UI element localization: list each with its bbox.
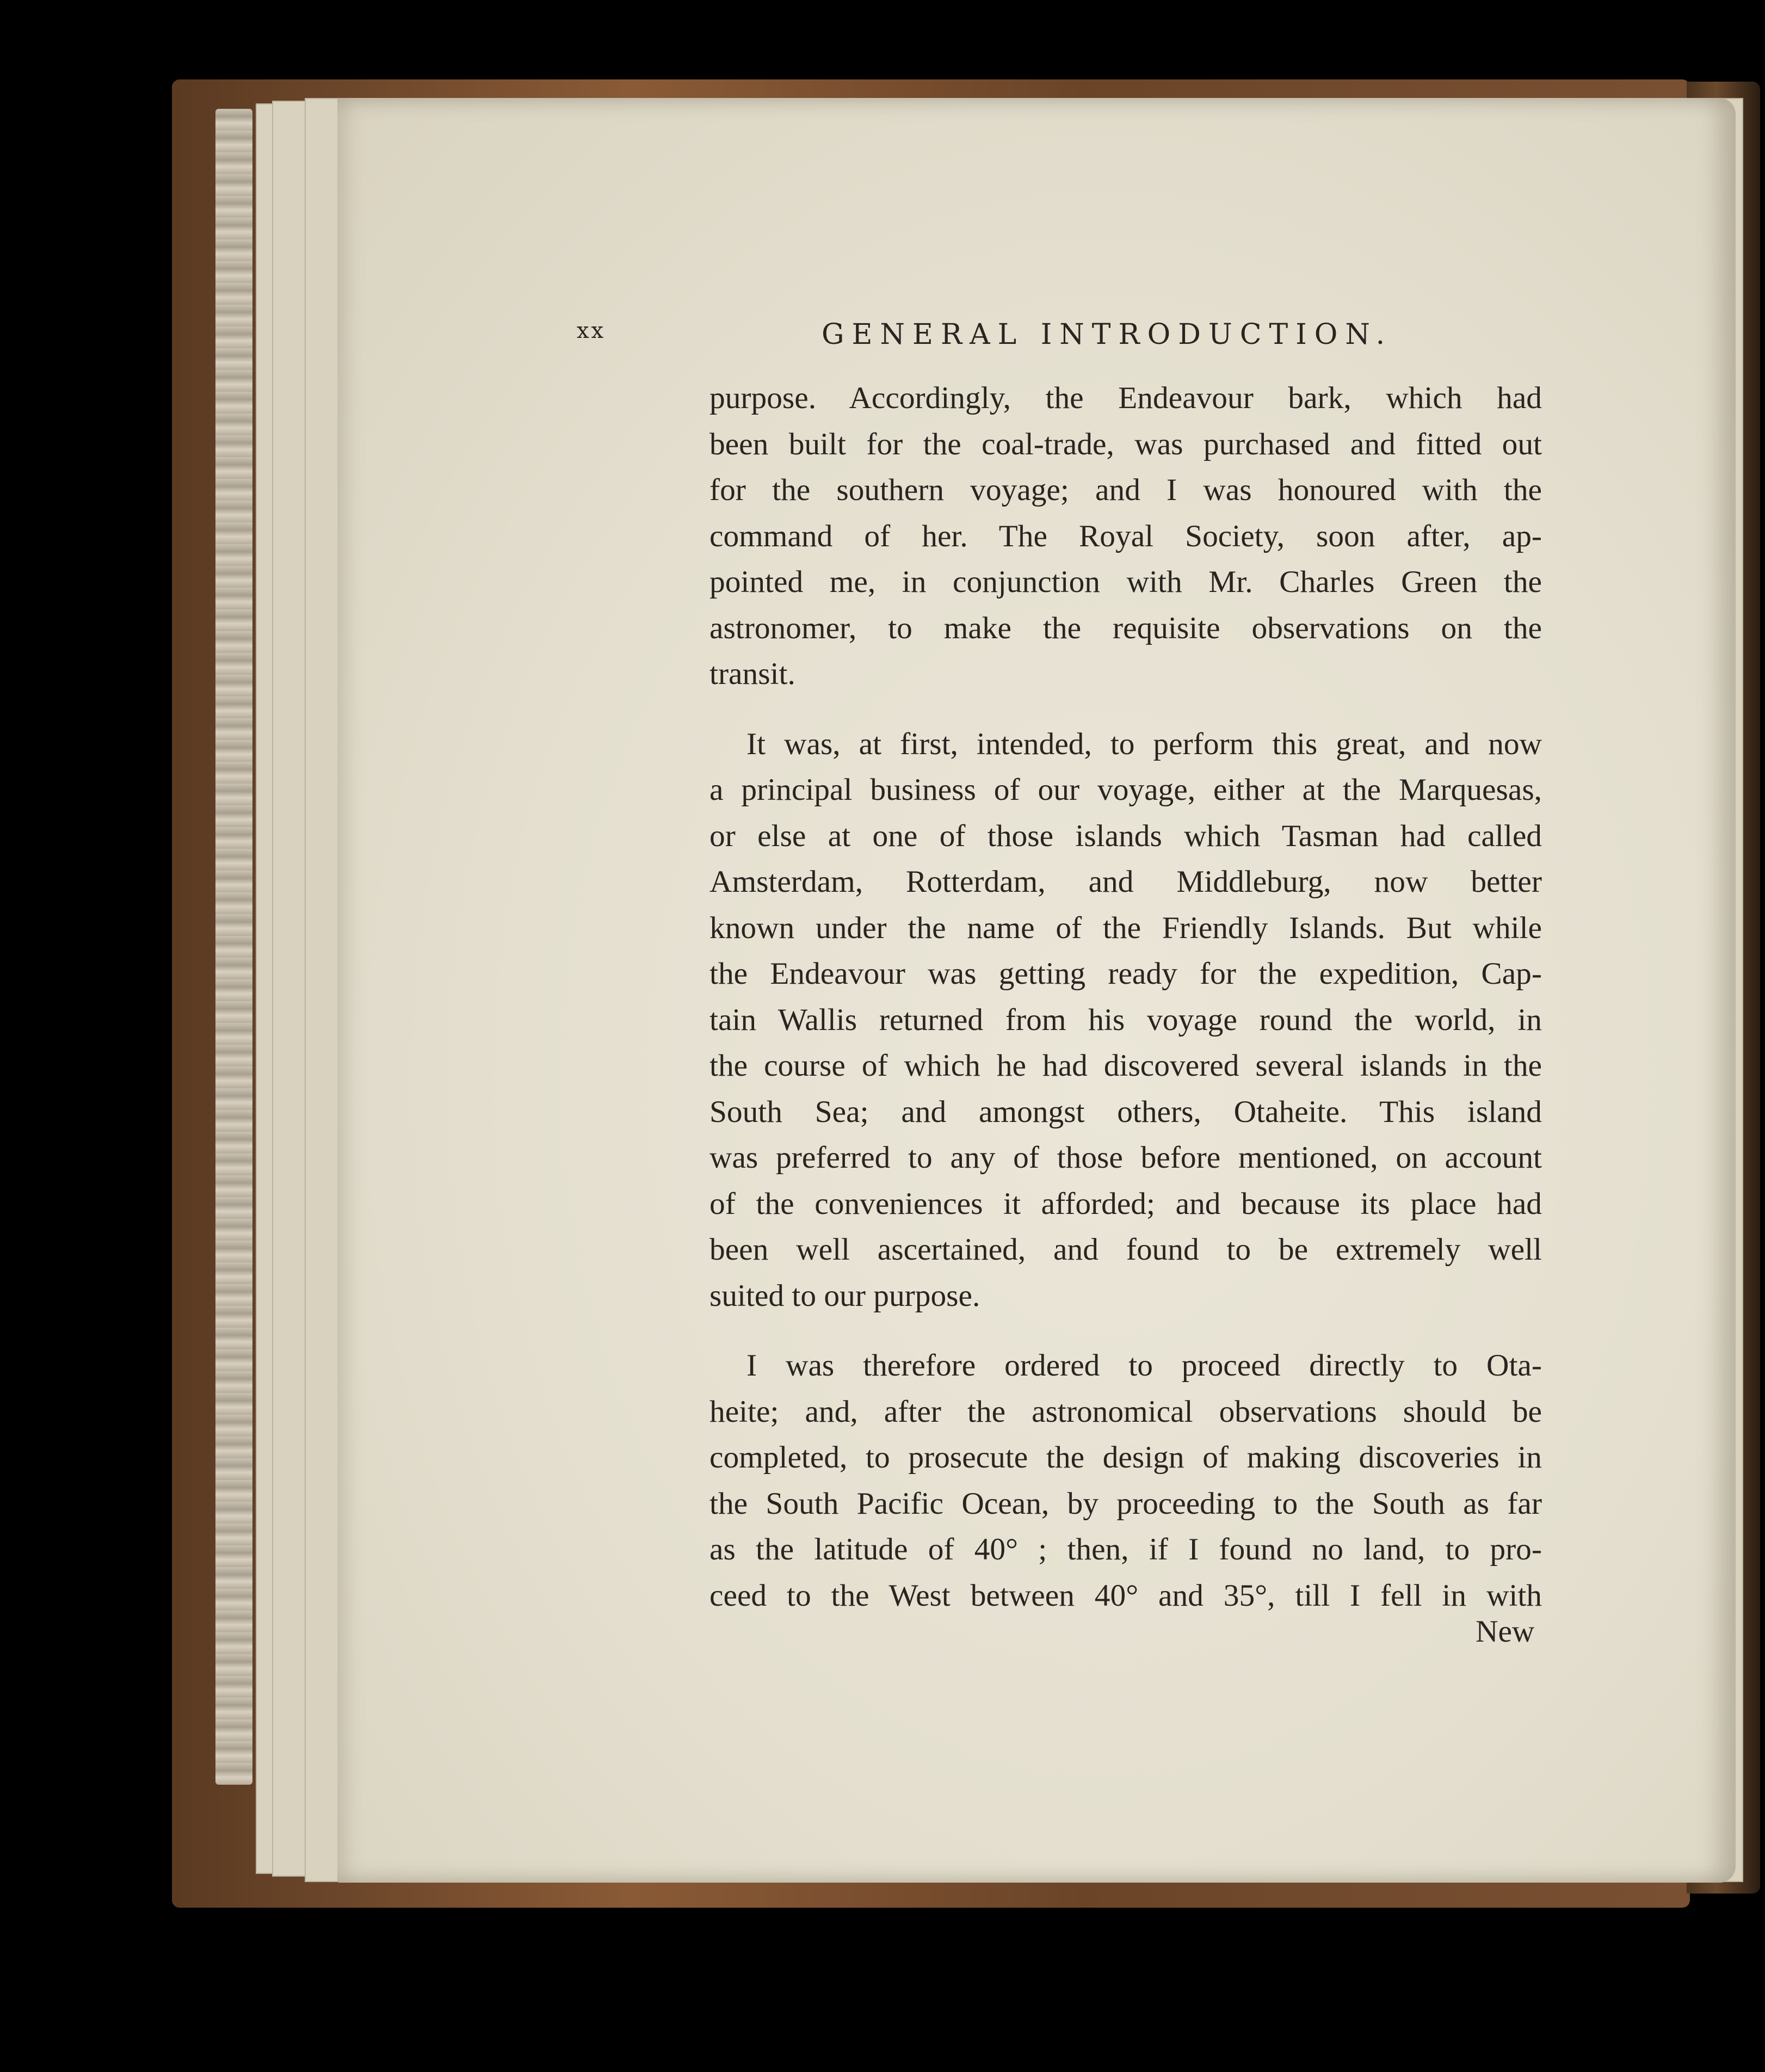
text-line: the Endeavour was getting ready for the expedition, Cap- bbox=[709, 957, 1542, 991]
text-line: of the conveniences it afforded; and because its place had bbox=[709, 1186, 1542, 1221]
text-line: completed, to prosecute the design of making discoveries in bbox=[709, 1440, 1542, 1475]
text-line: suited to our purpose. bbox=[709, 1278, 980, 1313]
text-line: was preferred to any of those before mentioned, on account bbox=[709, 1140, 1542, 1175]
text-line: the South Pacific Ocean, by proceeding to the South as far bbox=[709, 1486, 1542, 1521]
text-line: pointed me, in conjunction with Mr. Charles Green the bbox=[709, 565, 1542, 599]
text-line: tain Wallis returned from his voyage round the world, in bbox=[709, 1002, 1542, 1037]
text-line: been built for the coal-trade, was purchased and fitted out bbox=[709, 427, 1542, 461]
catchword: New bbox=[1476, 1614, 1535, 1649]
text-line: It was, at first, intended, to perform this great, and now bbox=[746, 726, 1542, 761]
paragraph bbox=[709, 1343, 1542, 1619]
paragraph bbox=[709, 375, 1542, 698]
text-line: been well ascertained, and found to be extremely well bbox=[709, 1232, 1542, 1267]
text-line: ceed to the West between 40° and 35°, till I fell in with bbox=[709, 1578, 1542, 1613]
text-line: known under the name of the Friendly Islands. But while bbox=[709, 910, 1542, 945]
page-number: xx bbox=[577, 318, 606, 343]
text-line: a principal business of our voyage, either at the Marquesas, bbox=[709, 773, 1542, 807]
text-line: Amsterdam, Rotterdam, and Middleburg, now better bbox=[709, 865, 1542, 899]
text-line: for the southern voyage; and I was honoured with the bbox=[709, 473, 1542, 507]
text-line: as the latitude of 40° ; then, if I found no land, to pro- bbox=[709, 1532, 1542, 1567]
text-line: heite; and, after the astronomical observations should be bbox=[709, 1394, 1542, 1429]
text-line: the course of which he had discovered several islands in the bbox=[709, 1049, 1542, 1083]
marbled-endpaper bbox=[215, 109, 252, 1785]
text-line: purpose. Accordingly, the Endeavour bark, which had bbox=[709, 381, 1542, 415]
body-text bbox=[709, 375, 1542, 1619]
text-line: or else at one of those islands which Tasman had called bbox=[709, 818, 1542, 853]
text-line: transit. bbox=[709, 657, 795, 691]
running-title: GENERAL INTRODUCTION. bbox=[822, 318, 1393, 351]
paragraph bbox=[709, 721, 1542, 1319]
text-line: I was therefore ordered to proceed directly to Ota- bbox=[746, 1348, 1542, 1383]
text-line: astronomer, to make the requisite observations on the bbox=[709, 610, 1542, 645]
text-line: South Sea; and amongst others, Otaheite. This island bbox=[709, 1094, 1542, 1129]
text-line: command of her. The Royal Society, soon after, ap- bbox=[709, 519, 1542, 553]
